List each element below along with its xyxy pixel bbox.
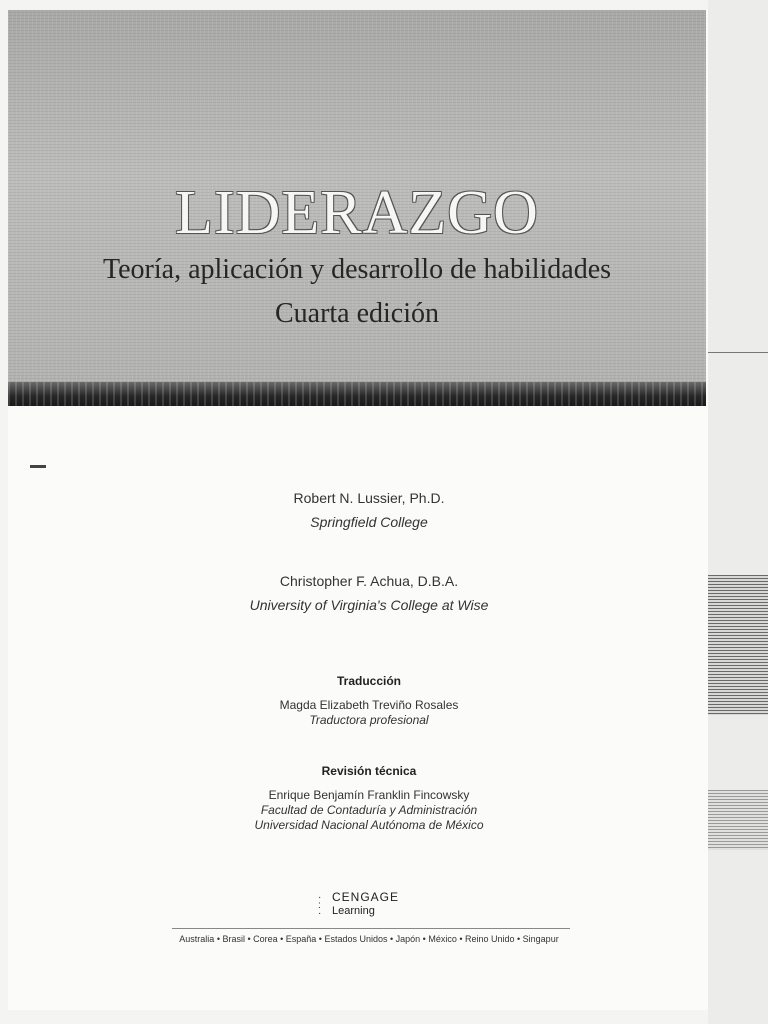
publisher-brand: CENGAGE — [332, 890, 400, 904]
scan-edge-line — [708, 352, 768, 353]
book-subtitle: Teoría, aplicación y desarrollo de habilidades — [102, 254, 612, 285]
author-affiliation: University of Virginia's College at Wise — [249, 597, 489, 613]
author-name: Christopher F. Achua, D.B.A. — [279, 573, 459, 589]
publisher-sub: Learning — [332, 905, 375, 917]
author-affiliation: Springfield College — [310, 514, 428, 530]
reviewer-name: Enrique Benjamín Franklin Fincowsky — [268, 788, 470, 802]
translation-block — [0, 674, 738, 727]
author-block-2 — [0, 573, 738, 613]
technical-review-block — [0, 764, 738, 832]
book-edition: Cuarta edición — [274, 298, 440, 329]
scan-speck — [30, 465, 46, 468]
reviewer-faculty: Facultad de Contaduría y Administración — [260, 803, 478, 817]
reviewer-university: Universidad Nacional Autónoma de México — [254, 818, 484, 832]
footer-rule — [172, 928, 570, 929]
cover-banner — [8, 10, 706, 382]
translation-heading: Traducción — [336, 674, 401, 688]
cengage-mark-icon: · : · — [318, 892, 322, 919]
author-name: Robert N. Lussier, Ph.D. — [293, 490, 445, 506]
review-heading: Revisión técnica — [321, 764, 417, 778]
translator-name: Magda Elizabeth Treviño Rosales — [279, 698, 459, 712]
banner-dark-band — [8, 382, 706, 406]
publisher-logo — [318, 890, 438, 924]
publisher-countries: Australia • Brasil • Corea • España • Estados Unidos • Japón • México • Reino Unido • Singapur — [179, 934, 559, 944]
author-block-1 — [0, 490, 738, 530]
book-title: LIDERAZGO — [175, 179, 539, 247]
translator-role: Traductora profesional — [309, 713, 429, 727]
